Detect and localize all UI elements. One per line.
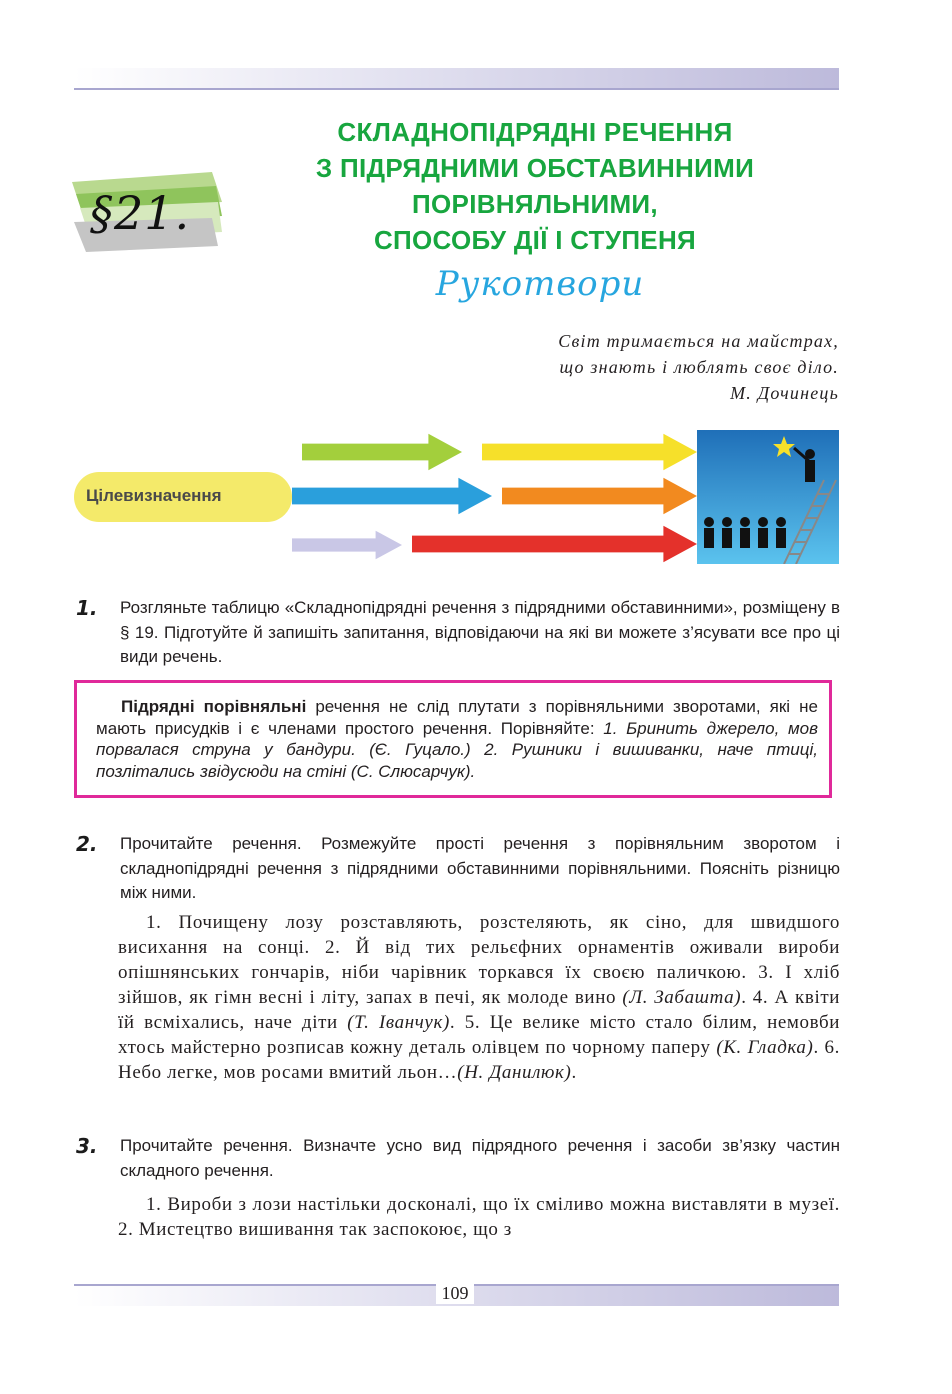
task-text: Розгляньте таблицю «Складнопідрядні речення з підрядними обставинними», розміщену в § 19. Підготуйте й запишіть запитання, відповідаючи на які ви можете з’ясувати все про ці види речень. <box>120 598 840 666</box>
note-text <box>96 696 818 782</box>
page-subtitle: Рукотвори <box>435 264 645 304</box>
title-line: З ПІДРЯДНИМИ ОБСТАВИННИМИ <box>315 153 755 183</box>
task-number: 1. <box>76 596 98 620</box>
epigraph-line: Світ тримається на майстрах, <box>558 331 839 351</box>
arrow-icon <box>292 531 402 560</box>
note-bold-term: Підрядні порівняльні <box>121 697 307 716</box>
title-line: СКЛАДНОПІДРЯДНІ РЕЧЕННЯ <box>337 117 733 147</box>
top-decorative-bar <box>74 68 839 90</box>
note-body: речення не слід плутати з порівняльними зворотами, які не мають присудків і є членами простого речення. Порівняйте: <box>96 697 818 738</box>
epigraph-line: що знають і люблять своє діло. <box>559 357 839 377</box>
example-author: (Т. Іванчук) <box>347 1012 450 1033</box>
arrows-group <box>292 434 697 562</box>
arrow-icon <box>412 526 697 562</box>
example-author: (Н. Данилюк) <box>457 1062 572 1083</box>
example-text: . 6. Небо легке, мов росами вмитий льон… <box>118 1037 841 1083</box>
goal-label: Цілевизначення <box>86 486 222 505</box>
note-example: 1. Бринить джерело, мов порвалася струна у бандури. (Є. Гуцало.) 2. Рушники і вишиванки, наче птиці, позлітались звідусюди на стіні (С. Слюсарчук). <box>96 718 818 781</box>
example-text: . 5. Це велике місто стало білим, немовби хтось майстерно розписав кожну деталь олівцем по чорному паперу <box>118 1012 840 1058</box>
example-sentences: 1. Вироби з лози настільки досконалі, що їх сміливо можна виставляти в музеї. 2. Мистецтво вишивання так заспокоює, що з <box>118 1194 840 1240</box>
task-text: Прочитайте речення. Визначте усно вид підрядного речення і засоби зв’язку частин складного речення. <box>120 1136 840 1180</box>
arrow-icon <box>482 434 697 470</box>
task-text: Прочитайте речення. Розмежуйте прості речення з порівняльним зворотом і складнопідрядні речення з підрядними обставинними порівняльними. Поясніть різницю між ними. <box>120 834 840 902</box>
paragraph-number: §21. <box>90 186 191 240</box>
example-sentences <box>118 910 840 1085</box>
title-line: ПОРІВНЯЛЬНИМИ, <box>412 189 658 219</box>
task-number: 3. <box>76 1134 98 1158</box>
epigraph-author: М. Дочинець <box>730 383 839 403</box>
page-number: 109 <box>436 1282 474 1304</box>
arrow-icon <box>292 478 492 514</box>
example-author: (К. Гладка) <box>716 1037 814 1058</box>
arrow-icon <box>302 434 462 470</box>
example-text: . <box>571 1062 577 1083</box>
title-line: СПОСОБУ ДІЇ І СТУПЕНЯ <box>373 225 697 255</box>
example-text: 1. Почищену лозу розставляють, розстеляють, як сіно, для швидшого висихання на сонці. 2. Й від тих рельєфних орнаментів оживали вироби опішнянських гончарів, ніби чарівник торкався їх своєю паличкою. 3. І хліб зійшов, як гімн весні і літу, запах в печі, як молоде вино <box>118 912 840 1008</box>
page-title <box>250 114 820 258</box>
epigraph <box>558 328 839 406</box>
arrow-icon <box>502 478 697 514</box>
example-author: (Л. Забашта) <box>622 987 742 1008</box>
example-text: . 4. А квіти їй всміхались, наче діти <box>118 987 840 1033</box>
task-number: 2. <box>76 832 98 856</box>
